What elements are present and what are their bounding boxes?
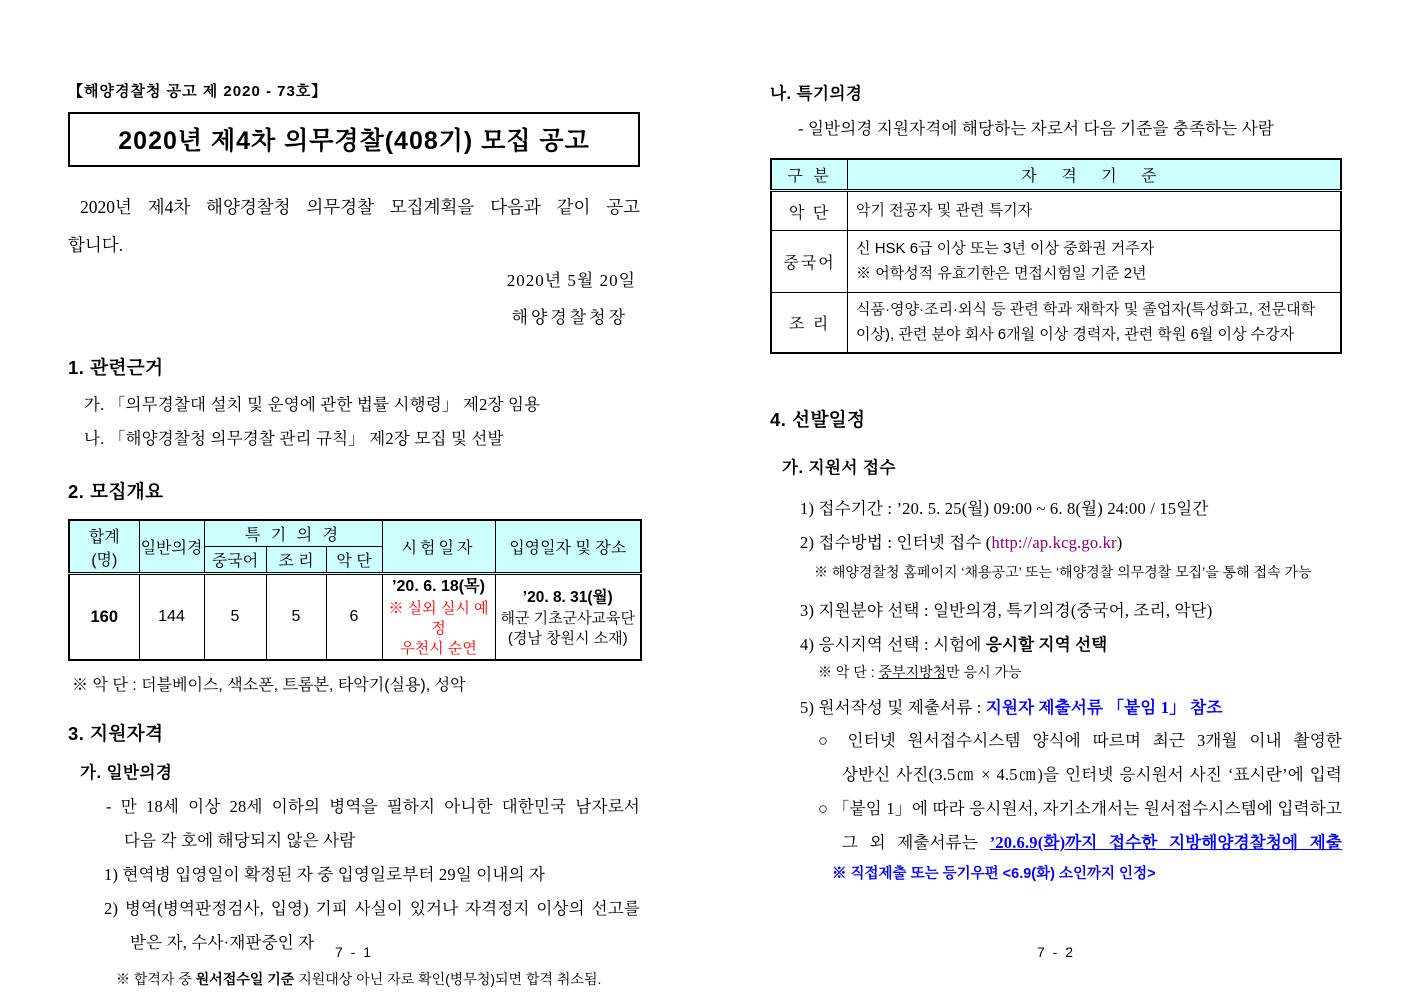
signer: 해양경찰청장 — [511, 308, 628, 328]
criteria-row-cook-label: 조 리 — [771, 293, 848, 353]
submission-deadline-text: ’20.6.9(화)까지 접수한 지방해양경찰청에 제출 — [989, 832, 1342, 852]
criteria-chinese-line2: ※ 어학성적 유효기한은 면접시험일 기준 2년 — [856, 264, 1147, 282]
criteria-row-cook-text: 식품·영양·조리·외식 등 관련 학과 재학자 및 졸업자(특성화고, 전문대학 이상), 관련 분야 회사 6개월 이상 경력자, 관련 학원 6월 이상 수강자 — [848, 293, 1341, 353]
disqualify-item2-line1: 2) 병역(병역판정검사, 입영) 기피 사실이 있거나 자격정지 이상의 선고를 — [104, 898, 640, 918]
criteria-row-band-label: 악 단 — [771, 191, 848, 231]
cell-cook: 5 — [266, 574, 326, 660]
criteria-row-band-text: 악기 전공자 및 관련 특기자 — [848, 191, 1341, 231]
eligibility-dash-line1: - 만 18세 이상 28세 이하의 병역을 필하지 아니한 대한민국 남자로서 — [106, 797, 640, 817]
criteria-header-standard: 자 격 기 준 — [848, 159, 1341, 191]
application-item5 — [800, 691, 1342, 725]
header-band: 악 단 — [326, 547, 382, 574]
disqualify-item2-line2: 받은 자, 수사·재판중인 자 — [130, 932, 315, 952]
page-number-left: 7 - 1 — [334, 944, 373, 960]
header-total-line1: 합계 — [88, 528, 120, 546]
notice-number: 【해양경찰청 공고 제 2020 - 73호】 — [68, 83, 328, 100]
section-4-heading: 4. 선발일정 — [770, 408, 866, 430]
application-item5-prefix: 5) 원서작성 및 제출서류 : — [800, 697, 986, 717]
application-item4-note — [818, 662, 1342, 683]
page-number-right: 7 - 2 — [1036, 944, 1075, 960]
item4-note-prefix: ※ 악 단 : — [818, 663, 879, 680]
recruitment-overview-table — [68, 519, 642, 661]
enlist-place-line2: (경남 창원시 소재) — [507, 629, 628, 647]
document-title: 2020년 제4차 의무경찰(408기) 모집 공고 — [118, 127, 590, 155]
enlist-date: ’20. 8. 31(월) — [522, 589, 613, 607]
attachment-bullet-line2 — [842, 826, 1342, 860]
page-right — [770, 80, 1342, 960]
criteria-header-category: 구 분 — [771, 159, 848, 191]
related-basis-item-b: 나. 「해양경찰청 의무경찰 관리 규칙」 제2장 모집 및 선발 — [84, 429, 504, 449]
exam-date: ’20. 6. 18(목) — [392, 578, 485, 596]
application-item2 — [800, 526, 1342, 560]
cancellation-note-suffix: 지원대상 아닌 자로 확인(병무청)되면 합격 취소됨. — [294, 971, 602, 988]
item4-note-region: 중부지방청 — [878, 663, 947, 680]
application-item2-suffix: ) — [1116, 532, 1123, 552]
attachment-bullet-line2-prefix: 그 외 제출서류는 — [842, 832, 990, 852]
cancellation-note-prefix: ※ 합격자 중 — [116, 971, 196, 988]
application-item3: 3) 지원분야 선택 : 일반의경, 특기의경(중국어, 조리, 악단) — [800, 601, 1213, 621]
application-url-link[interactable]: http://ap.kcg.go.kr — [991, 532, 1117, 552]
page-left — [68, 80, 640, 988]
intro-paragraph — [68, 189, 640, 264]
related-basis-item-a: 가. 「의무경찰대 설치 및 운영에 관한 법률 시행령」 제2장 임용 — [84, 395, 541, 415]
section-1-heading: 1. 관련근거 — [68, 357, 164, 379]
eligibility-dash-line2: 다음 각 호에 해당되지 않은 사람 — [124, 831, 356, 851]
photo-bullet-line1: ○ 인터넷 원서접수시스템 양식에 따르며 최근 3개월 이내 촬영한 — [818, 731, 1342, 751]
section-2-heading: 2. 모집개요 — [68, 480, 164, 502]
application-item4 — [800, 628, 1342, 662]
photo-bullet-line2: 상반신 사진(3.5㎝ × 4.5㎝)을 인터넷 응시원서 사진 ‘표시란’에 입력 — [842, 765, 1342, 785]
intro-line-1: 2020년 제4차 해양경찰청 의무경찰 모집계획을 다음과 같이 공고 — [80, 197, 640, 217]
general-duty-subheading: 가. 일반의경 — [80, 764, 173, 783]
application-item4-prefix: 4) 응시지역 선택 : 시험에 — [800, 634, 986, 654]
header-cook: 조 리 — [266, 547, 326, 574]
title-box — [68, 112, 640, 167]
criteria-table — [770, 158, 1342, 354]
cell-band: 6 — [326, 574, 382, 660]
application-subheading: 가. 지원서 접수 — [782, 458, 896, 477]
application-item5-attachment-ref: 지원자 제출서류 「붙임 1」 참조 — [985, 697, 1223, 717]
item4-note-suffix: 만 응시 가능 — [946, 663, 1022, 680]
cancellation-note — [116, 969, 640, 989]
criteria-chinese-line1: 신 HSK 6급 이상 또는 3년 이상 중화권 거주자 — [856, 240, 1155, 258]
header-general-duty: 일반의경 — [139, 520, 204, 574]
intro-line-2: 합니다. — [68, 234, 124, 255]
criteria-row-chinese-text — [848, 231, 1341, 293]
application-item2-prefix: 2) 접수방법 : 인터넷 접수 ( — [800, 532, 992, 552]
header-exam-date: 시험일자 — [382, 520, 495, 574]
header-enlist-date-place: 입영일자 및 장소 — [495, 520, 641, 574]
attachment-bullet-line1: ○ 「붙임 1」에 따라 응시원서, 자기소개서는 원서접수시스템에 입력하고 — [818, 799, 1342, 819]
application-item4-bold: 응시할 지역 선택 — [985, 634, 1108, 654]
header-total — [69, 520, 139, 574]
exam-note-line1: ※ 실외 실시 예정 — [388, 599, 489, 637]
cell-total: 160 — [69, 574, 139, 660]
special-duty-intro: - 일반의경 지원자격에 해당하는 자로서 다음 기준을 충족하는 사람 — [798, 119, 1275, 138]
criteria-row-chinese-label: 중국어 — [771, 231, 848, 293]
special-duty-subheading: 나. 특기의경 — [770, 85, 863, 103]
header-special-duty: 특 기 의 경 — [204, 520, 382, 547]
enlist-place-line1: 해군 기초군사교육단 — [500, 610, 636, 628]
cell-chinese: 5 — [204, 574, 266, 660]
section-3-heading: 3. 지원자격 — [68, 723, 164, 745]
cell-general: 144 — [139, 574, 204, 660]
cell-exam-date — [382, 574, 495, 660]
header-total-line2: (명) — [91, 551, 118, 569]
cell-enlist — [495, 574, 641, 660]
disqualify-item1: 1) 현역병 입영일이 확정된 자 중 입영일로부터 29일 이내의 자 — [104, 864, 546, 884]
exam-note-line2: 우천시 순연 — [400, 640, 477, 658]
band-instrument-note: ※ 악 단 : 더블베이스, 색소폰, 트롬본, 타악기(실용), 성악 — [72, 677, 466, 695]
cancellation-note-bold: 원서접수일 기준 — [195, 971, 295, 988]
application-item2-note: ※ 해양경찰청 홈페이지 ‘채용공고’ 또는 ‘해양경찰 의무경찰 모집’을 통해 접속 가능 — [814, 564, 1312, 581]
application-item1: 1) 접수기간 : ’20. 5. 25(월) 09:00 ~ 6. 8(월) 24:00 / 15일간 — [800, 498, 1209, 518]
header-chinese: 중국어 — [204, 547, 266, 574]
announcement-date: 2020년 5월 20일 — [506, 271, 636, 291]
submission-method-note: ※ 직접제출 또는 등기우편 <6.9(화) 소인까지 인정> — [832, 865, 1156, 882]
